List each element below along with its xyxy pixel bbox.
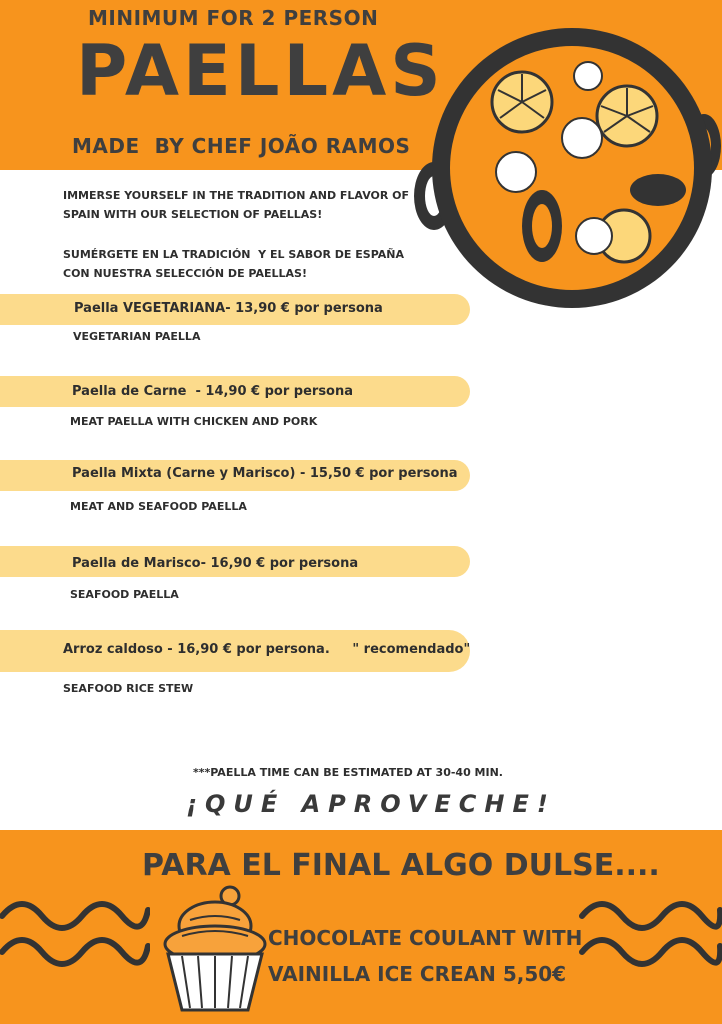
wave-left-icon xyxy=(0,888,150,978)
cooking-time-note: ***PAELLA TIME CAN BE ESTIMATED AT 30-40 MIN. xyxy=(193,766,503,779)
menu-item-2: Paella de Carne - 14,90 € por persona xyxy=(72,384,354,399)
intro-spanish: SUMÉRGETE EN LA TRADICIÓN Y EL SABOR DE ESPAÑA CON NUESTRA SELECCIÓN DE PAELLAS! xyxy=(63,248,404,280)
menu-desc-5: SEAFOOD RICE STEW xyxy=(63,682,194,695)
menu-item-1: Paella VEGETARIANA- 13,90 € por persona xyxy=(74,301,383,316)
menu-desc-3: MEAT AND SEAFOOD PAELLA xyxy=(70,500,247,513)
chef-credit: MADE BY CHEF JOÃO RAMOS xyxy=(72,134,411,158)
menu-item-4: Paella de Marisco- 16,90 € por persona xyxy=(72,556,359,571)
dessert-heading: PARA EL FINAL ALGO DULSE.... xyxy=(142,848,660,883)
menu-desc-1: VEGETARIAN PAELLA xyxy=(73,330,201,343)
minimum-note: MINIMUM FOR 2 PERSON xyxy=(88,6,379,30)
menu-item-5: Arroz caldoso - 16,90 € por persona. " recomendado" xyxy=(63,642,471,657)
menu-desc-2: MEAT PAELLA WITH CHICKEN AND PORK xyxy=(70,415,318,428)
dessert-line-2: VAINILLA ICE CREAN 5,50€ xyxy=(268,962,567,986)
cupcake-icon xyxy=(160,884,270,1014)
menu-item-3: Paella Mixta (Carne y Marisco) - 15,50 € por persona xyxy=(72,466,458,481)
menu-desc-4: SEAFOOD PAELLA xyxy=(70,588,179,601)
wave-right-icon xyxy=(578,888,722,978)
page-title: PAELLAS xyxy=(76,30,445,112)
intro-english: IMMERSE YOURSELF IN THE TRADITION AND FLAVOR OF SPAIN WITH OUR SELECTION OF PAELLAS! xyxy=(63,189,410,221)
closing-phrase: ¡QUÉ APROVECHE! xyxy=(186,790,556,818)
dessert-line-1: CHOCOLATE COULANT WITH xyxy=(268,926,583,950)
paella-pan-icon xyxy=(412,26,722,308)
